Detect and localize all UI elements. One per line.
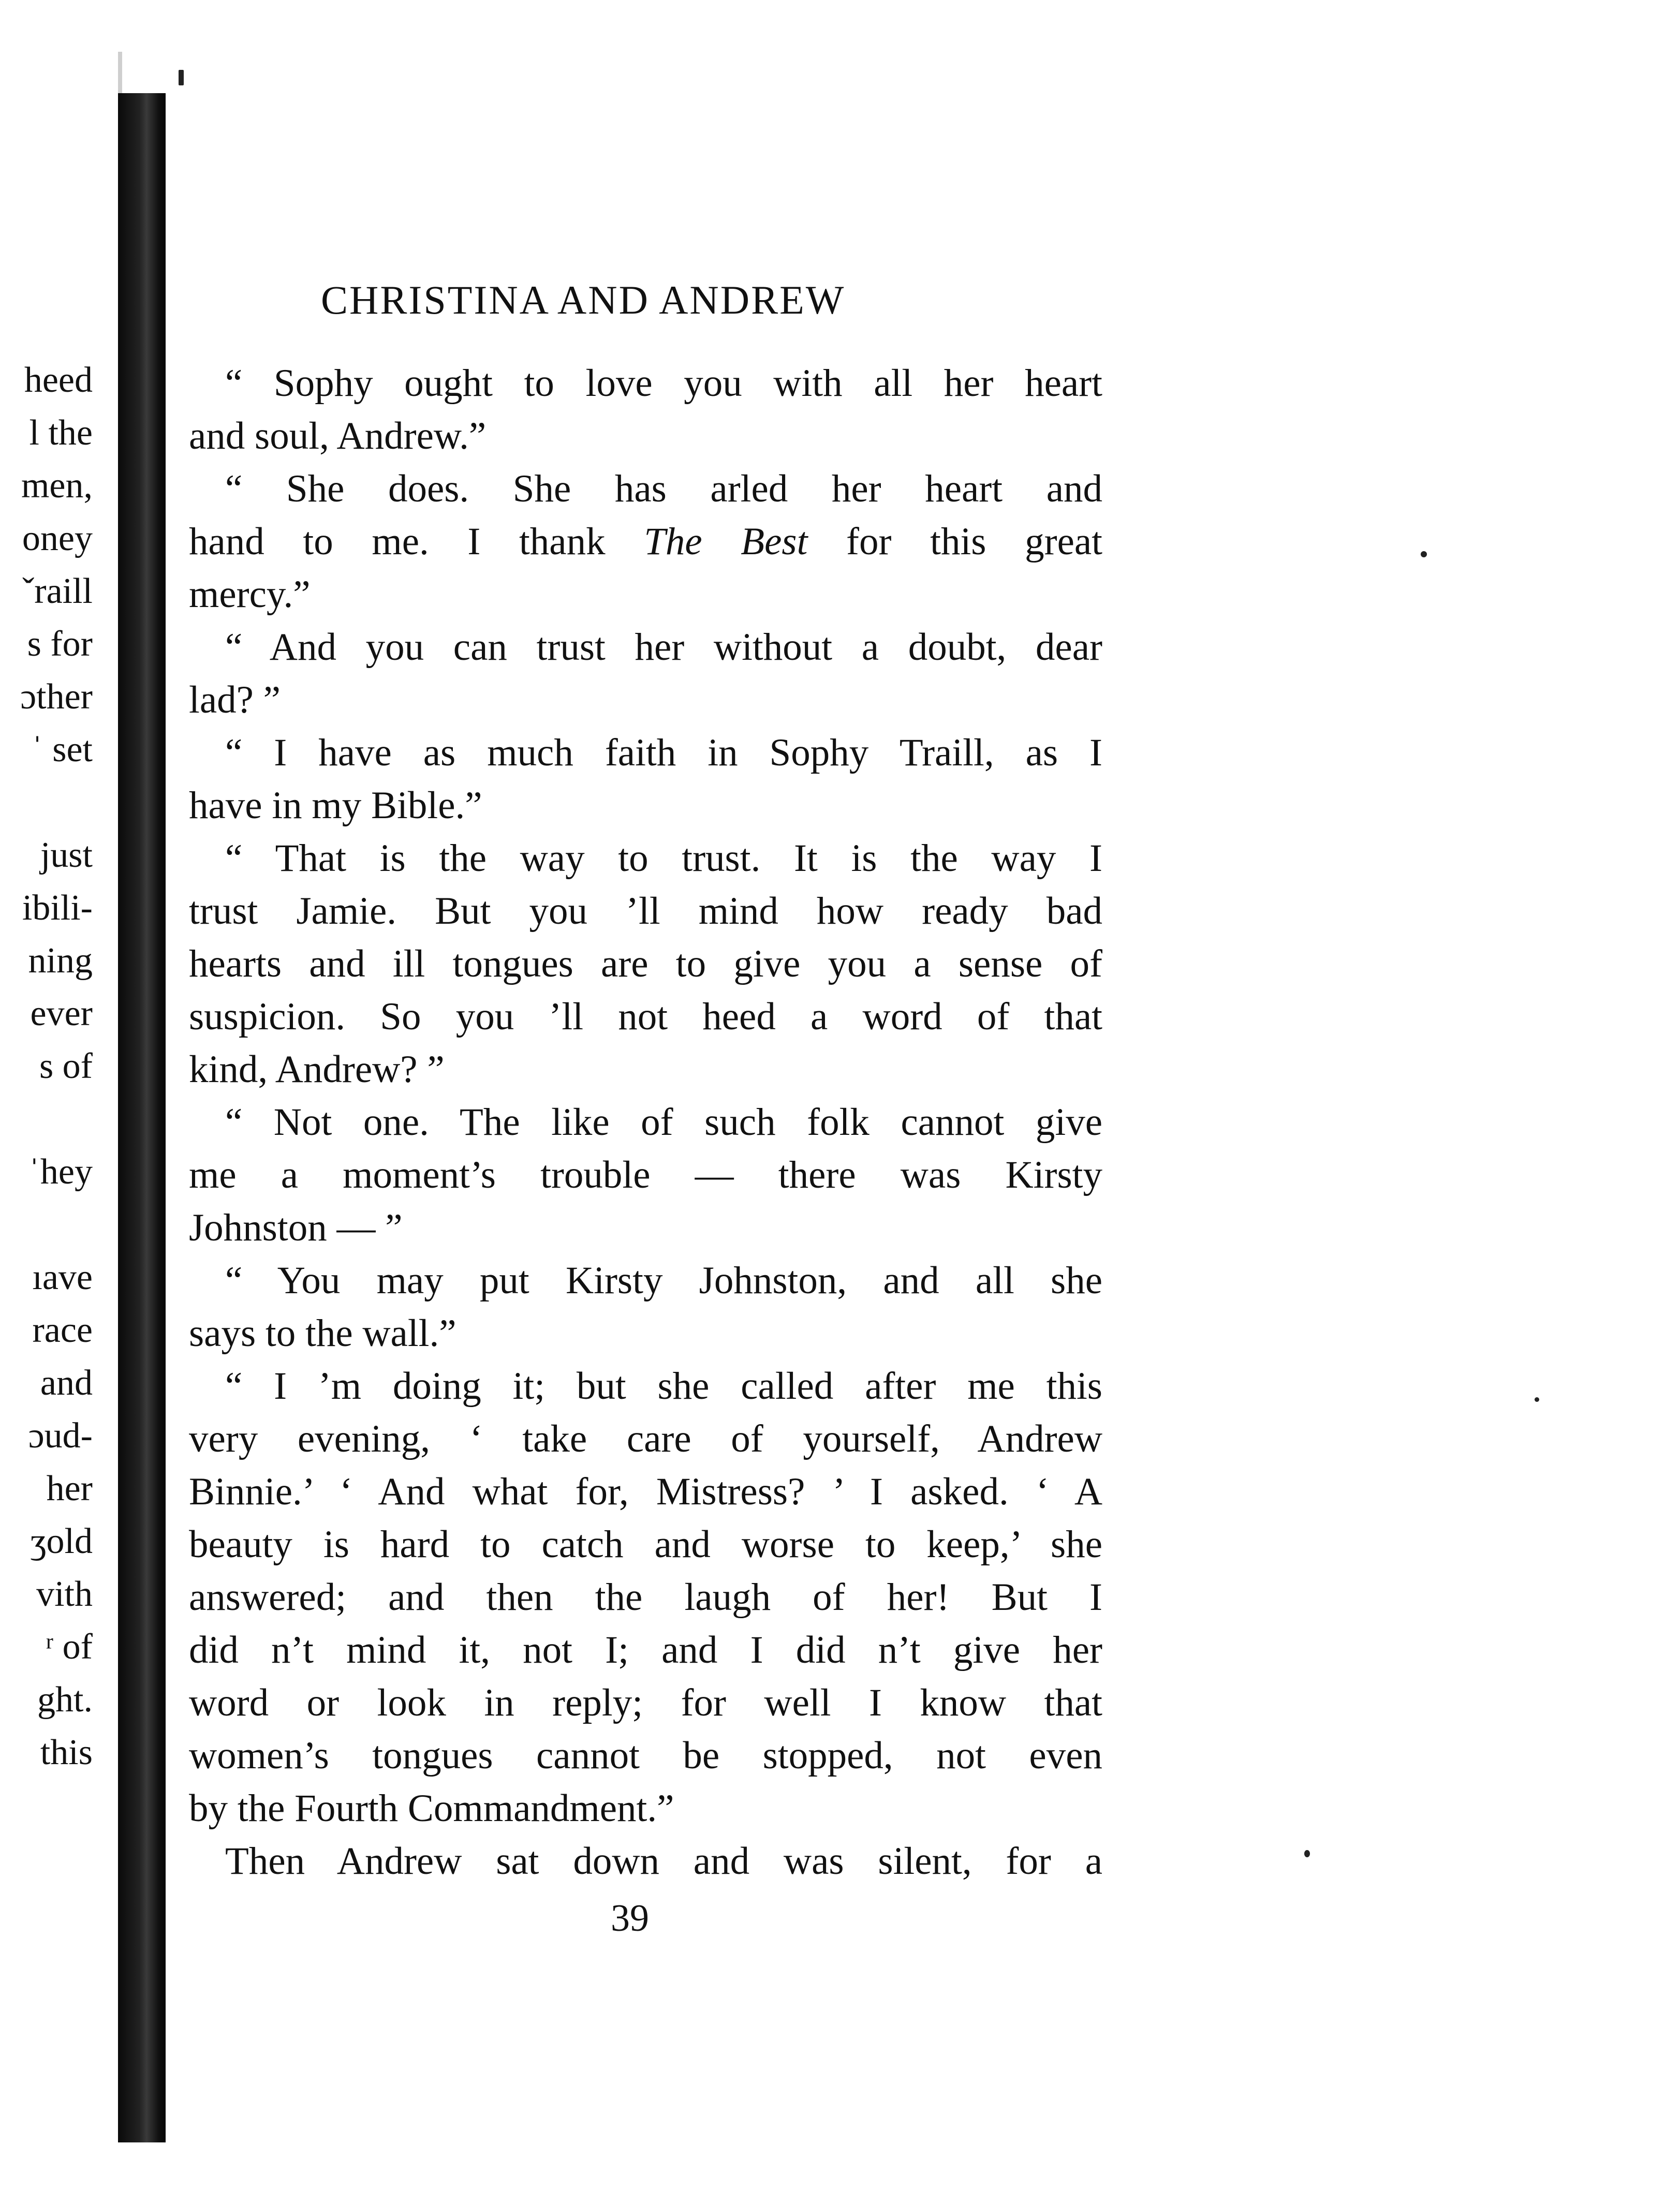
text-line — [189, 1518, 1102, 1571]
text-line — [189, 779, 1102, 832]
line-text: “ And you can trust her without a doubt, dear — [225, 626, 1102, 669]
line-text: by the Fourth Commandment.” — [189, 1787, 674, 1830]
facing-page-fragment: ˈ set — [31, 730, 93, 770]
scan-speck — [1304, 1850, 1310, 1857]
facing-page-fragment: ˈhey — [28, 1152, 93, 1192]
line-text: women’s tongues cannot be stopped, not even — [189, 1734, 1102, 1777]
facing-page-fragment: ning — [28, 941, 93, 981]
text-line — [189, 1360, 1102, 1413]
text-line — [189, 1729, 1102, 1782]
text-line — [189, 515, 1102, 568]
line-text: did n’t mind it, not I; and I did n’t give her — [189, 1629, 1102, 1672]
facing-page-fragment: s for — [27, 624, 93, 664]
line-text: says to the wall.” — [189, 1312, 456, 1355]
line-text: Johnston — ” — [189, 1206, 403, 1249]
book-spine-gutter — [118, 93, 166, 2142]
line-text: and soul, Andrew.” — [189, 415, 487, 457]
line-text: “ That is the way to trust. It is the way I — [225, 837, 1102, 880]
text-line — [189, 1254, 1102, 1307]
facing-page-fragment: ɔther — [20, 677, 93, 717]
text-line — [189, 1307, 1102, 1360]
line-text: have in my Bible.” — [189, 784, 482, 827]
facing-page-fragment: l the — [29, 413, 93, 453]
facing-page-fragment: oney — [22, 519, 93, 558]
line-text: mercy.” — [189, 573, 311, 616]
italic-phrase: The Best — [644, 520, 808, 563]
text-line — [189, 463, 1102, 515]
facing-page-fragment: ʳ of — [45, 1627, 93, 1667]
facing-page-fragment: ıave — [32, 1258, 93, 1297]
text-line — [189, 1466, 1102, 1518]
text-line — [189, 1043, 1102, 1096]
facing-page-fragment: ʒold — [30, 1521, 93, 1561]
line-text: “ Not one. The like of such folk cannot give — [225, 1101, 1102, 1144]
line-text: for this great — [807, 520, 1102, 563]
line-text: “ I have as much faith in Sophy Traill, as I — [225, 731, 1102, 774]
line-text: trust Jamie. But you ’ll mind how ready bad — [189, 890, 1102, 933]
text-line — [189, 938, 1102, 990]
line-text: “ I ’m doing it; but she called after me this — [225, 1365, 1102, 1408]
line-text: “ You may put Kirsty Johnston, and all she — [225, 1259, 1102, 1302]
spine-edge — [118, 52, 122, 93]
text-line — [189, 1096, 1102, 1149]
facing-page-fragment: men, — [21, 466, 93, 506]
text-line — [189, 990, 1102, 1043]
line-text: Binnie.’ ‘ And what for, Mistress? ’ I asked. ‘ A — [189, 1470, 1102, 1513]
body-text — [189, 357, 1102, 1888]
text-line — [189, 410, 1102, 463]
line-text: beauty is hard to catch and worse to keep,’ she — [189, 1523, 1102, 1566]
text-line — [189, 1149, 1102, 1202]
line-text: Then Andrew sat down and was silent, for a — [225, 1840, 1102, 1883]
facing-page-fragment: ght. — [37, 1680, 93, 1720]
running-header: CHRISTINA AND ANDREW — [321, 277, 846, 322]
text-line — [189, 832, 1102, 885]
text-line — [189, 568, 1102, 621]
line-text: lad? ” — [189, 678, 281, 721]
facing-page-fragment: ˇraill — [22, 571, 93, 611]
text-line — [189, 885, 1102, 938]
text-line — [189, 1677, 1102, 1729]
facing-page-fragment: ever — [30, 994, 93, 1033]
facing-page-fragment: s of — [39, 1046, 93, 1086]
line-text: word or look in reply; for well I know that — [189, 1681, 1102, 1724]
text-line — [189, 674, 1102, 727]
line-text: very evening, ‘ take care of yourself, Andrew — [189, 1417, 1102, 1460]
page-number: 39 — [611, 1897, 649, 1940]
text-line — [189, 1413, 1102, 1466]
facing-page-fragments — [0, 0, 111, 2204]
line-text: hand to me. I thank — [189, 520, 644, 563]
scan-speck — [179, 70, 184, 85]
scan-speck — [1421, 551, 1427, 557]
line-text: answered; and then the laugh of her! But I — [189, 1576, 1102, 1619]
line-text: hearts and ill tongues are to give you a sense of — [189, 942, 1102, 985]
facing-page-fragment: ɔud- — [28, 1416, 93, 1456]
scan-speck — [1535, 1397, 1539, 1402]
text-line — [189, 1835, 1102, 1888]
text-line — [189, 1782, 1102, 1835]
text-line — [189, 727, 1102, 779]
text-line — [189, 357, 1102, 410]
text-line — [189, 621, 1102, 674]
text-line — [189, 1571, 1102, 1624]
line-text: suspicion. So you ’ll not heed a word of that — [189, 995, 1102, 1038]
facing-page-fragment: this — [40, 1733, 93, 1772]
text-line — [189, 1624, 1102, 1677]
facing-page-fragment: just — [40, 835, 93, 875]
facing-page-fragment: and — [40, 1363, 93, 1403]
facing-page-fragment: race — [32, 1310, 93, 1350]
line-text: “ She does. She has arled her heart and — [225, 467, 1102, 510]
facing-page-fragment: heed — [24, 360, 93, 400]
line-text: me a moment’s trouble — there was Kirsty — [189, 1153, 1102, 1196]
facing-page-fragment: vith — [36, 1574, 93, 1614]
text-line — [189, 1202, 1102, 1254]
facing-page-fragment: ibili- — [22, 888, 93, 928]
line-text: kind, Andrew? ” — [189, 1048, 445, 1091]
line-text: “ Sophy ought to love you with all her heart — [225, 362, 1102, 405]
facing-page-fragment: her — [46, 1469, 93, 1508]
